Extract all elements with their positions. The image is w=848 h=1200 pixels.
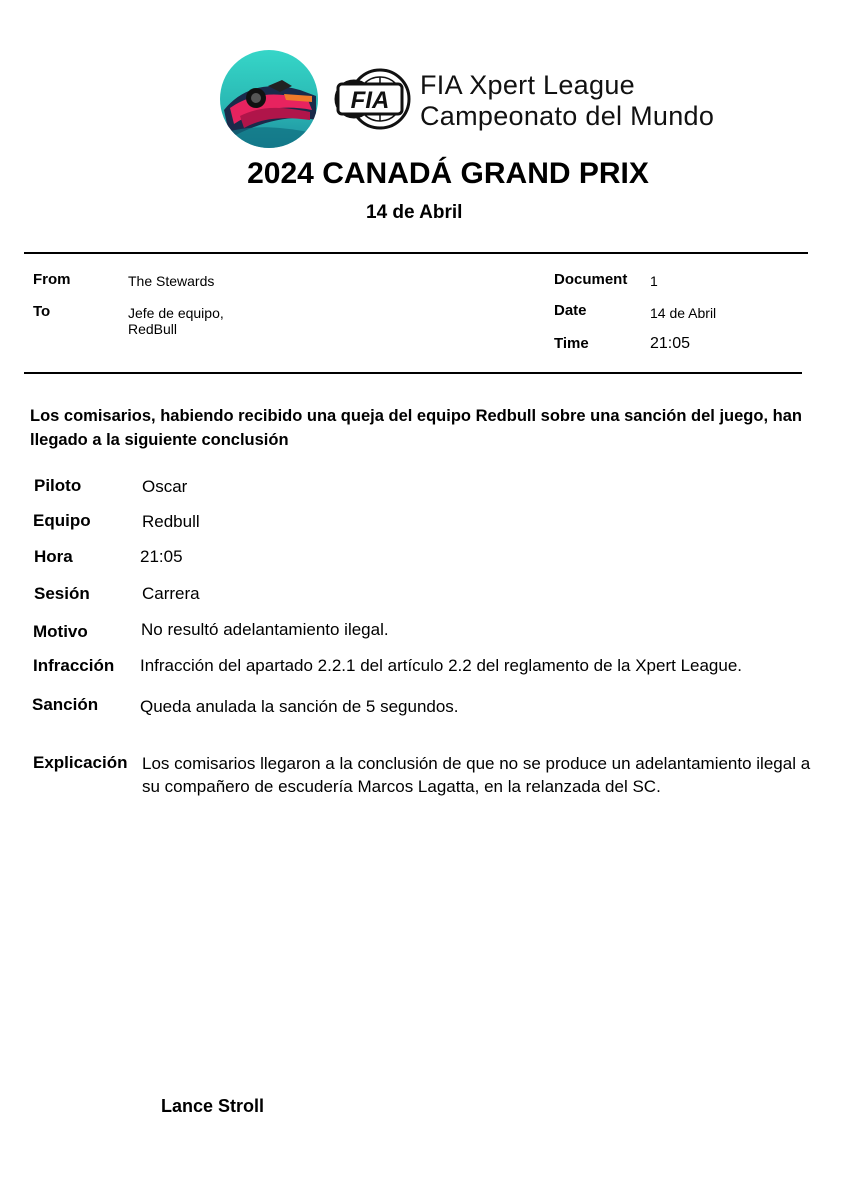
from-value: The Stewards bbox=[128, 273, 215, 289]
to-value-line2: RedBull bbox=[128, 321, 178, 337]
motivo-label: Motivo bbox=[33, 622, 88, 641]
fia-badge bbox=[334, 68, 412, 130]
time-label: Time bbox=[554, 335, 589, 352]
equipo-label: Equipo bbox=[33, 511, 91, 530]
date-label: Date bbox=[554, 302, 587, 319]
from-label: From bbox=[33, 271, 71, 288]
event-date: 14 de Abril bbox=[366, 202, 463, 223]
sancion-value: Queda anulada la sanción de 5 segundos. bbox=[140, 697, 459, 716]
motivo-value: No resultó adelantamiento ilegal. bbox=[141, 620, 389, 639]
sesion-value: Carrera bbox=[142, 584, 200, 603]
document-value: 1 bbox=[650, 273, 658, 289]
svg-text:FIA: FIA bbox=[350, 87, 390, 114]
equipo-value: Redbull bbox=[142, 512, 200, 531]
hora-label: Hora bbox=[34, 547, 73, 566]
document-label: Document bbox=[554, 271, 628, 288]
sesion-label: Sesión bbox=[34, 584, 90, 603]
sancion-label: Sanción bbox=[32, 695, 99, 714]
explicacion-value: Los comisarios llegaron a la conclusión de que no se produce un adelantamiento ilegal a su compañero de escudería Marcos Lagatta, en la relanzada del SC. bbox=[142, 754, 811, 796]
infraccion-value: Infracción del apartado 2.2.1 del artículo 2.2 del reglamento de la Xpert League. bbox=[140, 656, 743, 675]
to-label: To bbox=[33, 303, 51, 320]
infraccion-label: Infracción bbox=[33, 656, 115, 675]
to-value-line1: Jefe de equipo, bbox=[128, 305, 224, 321]
intro-statement: Los comisarios, habiendo recibido una queja del equipo Redbull sobre una sanción del juego, han llegado a la siguiente conclusión bbox=[30, 407, 802, 449]
signature: Lance Stroll bbox=[161, 1096, 265, 1116]
time-value: 21:05 bbox=[650, 335, 691, 352]
date-value: 14 de Abril bbox=[650, 305, 717, 321]
page-title: 2024 CANADÁ GRAND PRIX bbox=[247, 157, 649, 190]
piloto-value: Oscar bbox=[142, 477, 188, 496]
hora-value: 21:05 bbox=[140, 547, 183, 566]
race-car-icon bbox=[220, 50, 318, 148]
piloto-label: Piloto bbox=[34, 476, 82, 495]
top-divider bbox=[24, 252, 808, 254]
league-logo bbox=[220, 50, 318, 148]
bottom-divider bbox=[24, 372, 802, 374]
explicacion-label: Explicación bbox=[33, 753, 128, 772]
championship-name: Campeonato del Mundo bbox=[420, 101, 715, 131]
league-name: FIA Xpert League bbox=[420, 70, 635, 100]
